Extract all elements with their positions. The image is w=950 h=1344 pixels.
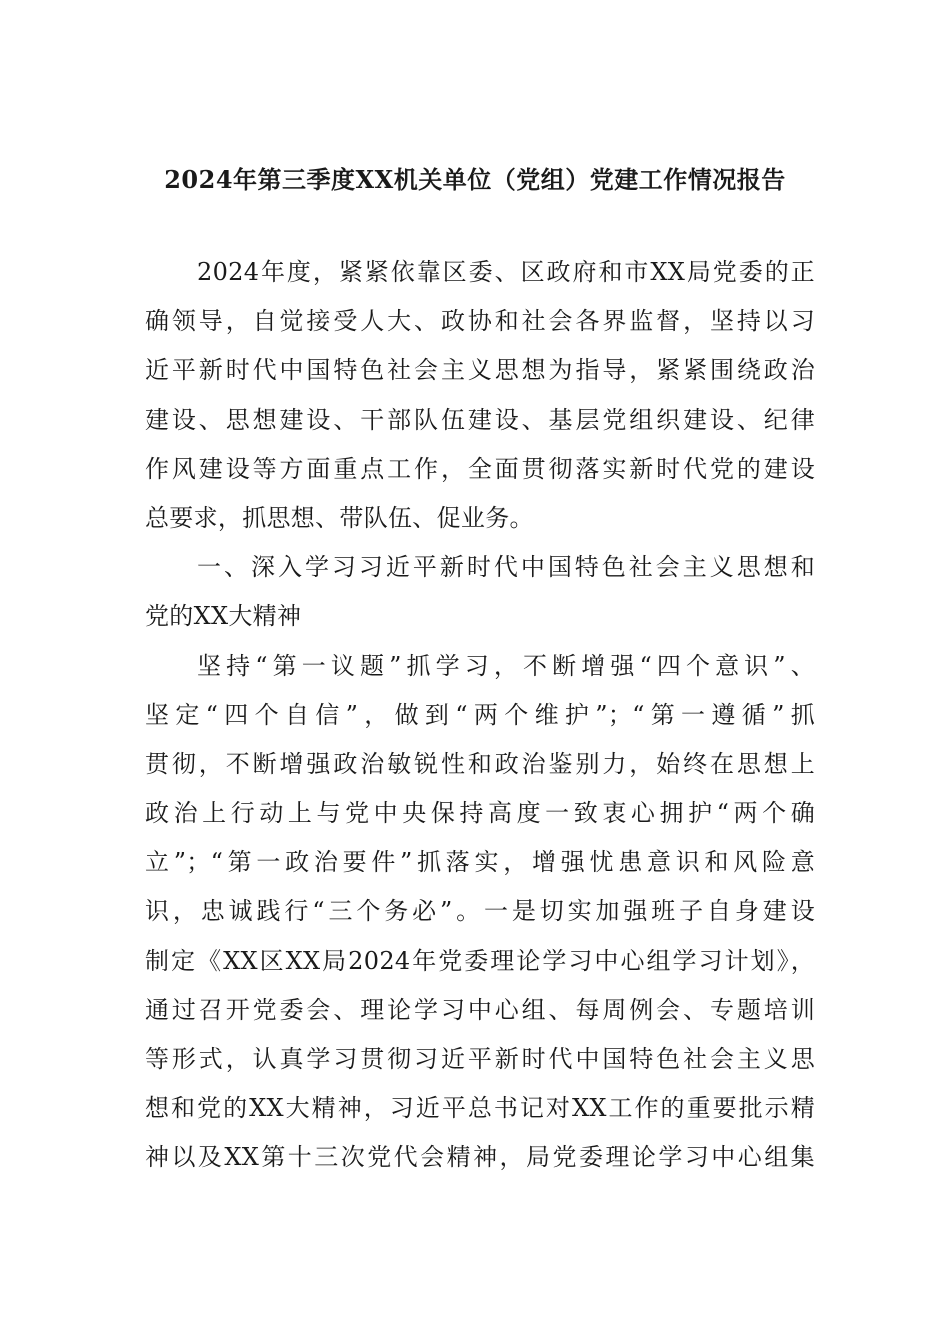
paragraph-line: 贯彻，不断增强政治敏锐性和政治鉴别力，始终在思想上 xyxy=(145,749,815,778)
paragraph-line: 近平新时代中国特色社会主义思想为指导，紧紧围绕政治 xyxy=(145,356,815,385)
document-body xyxy=(145,248,815,1183)
document-title: 2024年第三季度XX机关单位（党组）党建工作情况报告 xyxy=(164,165,786,194)
paragraph-line: 坚持“第一议题”抓学习，不断增强“四个意识”、 xyxy=(197,651,815,680)
paragraph-line: 确领导，自觉接受人大、政协和社会各界监督，坚持以习 xyxy=(145,307,815,336)
paragraph-line: 2024年度，紧紧依靠区委、区政府和市XX局党委的正 xyxy=(197,258,815,286)
paragraph-line: 总要求，抓思想、带队伍、促业务。 xyxy=(145,503,534,532)
paragraph-line: 神以及XX第十三次党代会精神，局党委理论学习中心组集 xyxy=(145,1143,815,1172)
paragraph-line: 作风建设等方面重点工作，全面贯彻落实新时代党的建设 xyxy=(145,454,815,483)
paragraph-line: 制定《XX区XX局2024年党委理论学习中心组学习计划》， xyxy=(145,946,815,975)
paragraph-line: 坚定“四个自信”，做到“两个维护”；“第一遵循”抓 xyxy=(145,700,815,729)
paragraph-line: 想和党的XX大精神，习近平总书记对XX工作的重要批示精 xyxy=(145,1094,815,1123)
paragraph-line: 通过召开党委会、理论学习中心组、每周例会、专题培训 xyxy=(145,995,815,1024)
paragraph-line: 识，忠诚践行“三个务必”。一是切实加强班子自身建设 xyxy=(145,897,815,926)
paragraph-line: 政治上行动上与党中央保持高度一致衷心拥护“两个确 xyxy=(145,799,815,828)
section-heading-line: 一、深入学习习近平新时代中国特色社会主义思想和 xyxy=(197,553,815,582)
paragraph-line: 等形式，认真学习贯彻习近平新时代中国特色社会主义思 xyxy=(145,1045,815,1073)
paragraph-line: 建设、思想建设、干部队伍建设、基层党组织建设、纪律 xyxy=(145,405,815,434)
paragraph-line: 立”；“第一政治要件”抓落实，增强忧患意识和风险意 xyxy=(145,848,815,877)
section-heading-line: 党的XX大精神 xyxy=(145,602,302,631)
